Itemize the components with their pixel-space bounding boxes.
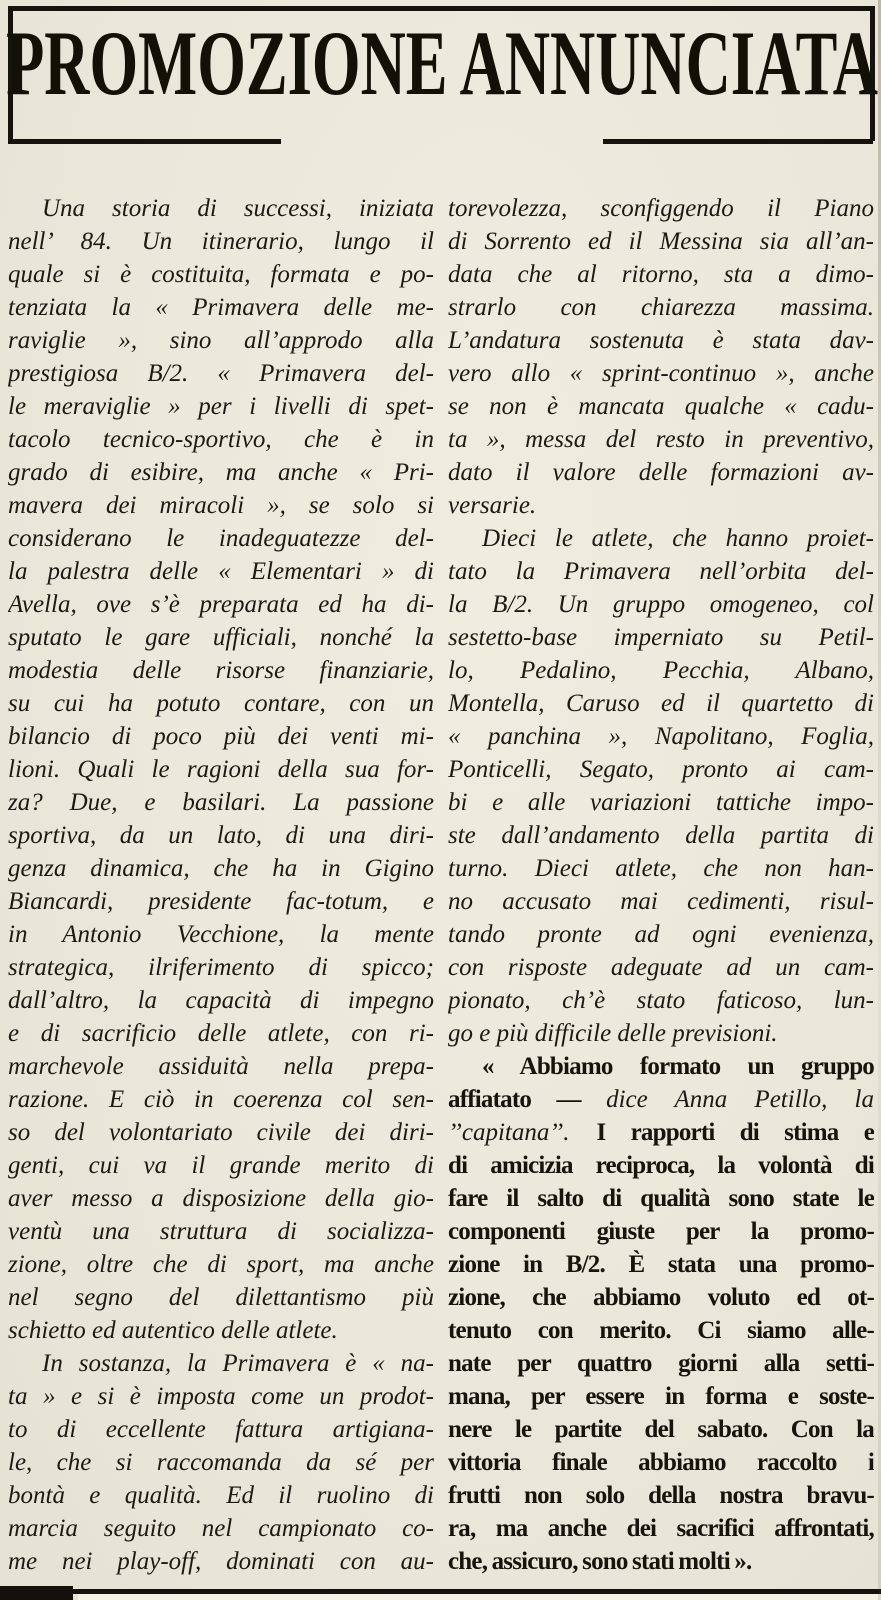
text-line xyxy=(448,1380,874,1413)
italic-text-segment: grado di esibire, ma anche « Pri- xyxy=(8,459,434,486)
text-line xyxy=(8,588,434,621)
text-line xyxy=(8,1017,434,1050)
italic-text-segment: la palestra delle « Elementari » di xyxy=(8,558,434,585)
text-line xyxy=(448,522,874,555)
bold-text-segment: che, assicuro, sono stati molti ». xyxy=(448,1548,752,1575)
text-line xyxy=(448,1446,874,1479)
italic-text-segment: prestigiosa B/2. « Primavera del- xyxy=(8,360,434,387)
text-line xyxy=(448,192,874,225)
text-line xyxy=(448,1479,874,1512)
italic-text-segment: con risposte adeguate ad un cam- xyxy=(448,954,874,981)
italic-text-segment: lo, Pedalino, Pecchia, Albano, xyxy=(448,657,874,684)
text-line xyxy=(448,885,874,918)
text-line xyxy=(448,819,874,852)
italic-text-segment: bi e alle variazioni tattiche impo- xyxy=(448,789,874,816)
italic-text-segment: In sostanza, la Primavera è « na- xyxy=(42,1350,434,1377)
italic-text-segment: pionato, ch’è stato faticoso, lun- xyxy=(448,987,874,1014)
text-line xyxy=(448,357,874,390)
italic-text-segment: sestetto-base imperniato su Petil- xyxy=(448,624,874,651)
bold-text-segment: tenuto con merito. Ci siamo alle- xyxy=(448,1317,874,1344)
italic-text-segment: tacolo tecnico-sportivo, che è in xyxy=(8,426,434,453)
italic-text-segment: Ponticelli, Segato, pronto ai cam- xyxy=(448,756,874,783)
italic-text-segment: tando pronte ad ogni evenienza, xyxy=(448,921,874,948)
text-line xyxy=(448,1215,874,1248)
text-line xyxy=(8,1512,434,1545)
text-line xyxy=(8,489,434,522)
text-line xyxy=(8,522,434,555)
italic-text-segment: aver messo a disposizione della gio- xyxy=(8,1185,434,1212)
text-line xyxy=(8,786,434,819)
text-line xyxy=(448,621,874,654)
text-line xyxy=(8,852,434,885)
text-line xyxy=(448,258,874,291)
bold-text-segment: zione, che abbiamo voluto ed ot- xyxy=(448,1284,874,1311)
headline-box xyxy=(5,6,878,141)
italic-text-segment: L’andatura sostenuta è stata dav- xyxy=(448,327,874,354)
text-line xyxy=(448,324,874,357)
text-line xyxy=(8,1281,434,1314)
bold-text-segment: I rapporti di stima e xyxy=(596,1119,874,1146)
italic-text-segment: modestia delle risorse finanziarie, xyxy=(8,657,434,684)
text-line xyxy=(8,984,434,1017)
article-body xyxy=(8,192,874,1578)
bold-text-segment: zione in B/2. È stata una promo- xyxy=(448,1251,874,1278)
italic-text-segment: considerano le inadeguatezze del- xyxy=(8,525,434,552)
italic-text-segment: marcia seguito nel campionato co- xyxy=(8,1515,434,1542)
text-line xyxy=(8,1446,434,1479)
text-line xyxy=(8,324,434,357)
article-headline: PROMOZIONE ANNUNCIATA xyxy=(5,12,878,114)
text-line xyxy=(448,555,874,588)
text-line xyxy=(8,951,434,984)
italic-text-segment: versarie. xyxy=(448,492,537,519)
bold-text-segment: frutti non solo della nostra bravu- xyxy=(448,1482,874,1509)
text-line xyxy=(448,423,874,456)
italic-text-segment: ste dall’andamento della partita di xyxy=(448,822,874,849)
italic-text-segment: zione, oltre che di sport, ma anche xyxy=(8,1251,434,1278)
text-line xyxy=(448,786,874,819)
italic-text-segment: ta », messa del resto in preventivo, xyxy=(448,426,874,453)
article-column-right xyxy=(448,192,874,1578)
text-line xyxy=(8,1413,434,1446)
italic-text-segment: tenziata la « Primavera delle me- xyxy=(8,294,434,321)
italic-text-segment: me nei play-off, dominati con au- xyxy=(8,1548,434,1575)
italic-text-segment: marchevole assiduità nella prepa- xyxy=(8,1053,434,1080)
italic-text-segment: Una storia di successi, iniziata xyxy=(42,195,434,222)
text-line xyxy=(448,1545,874,1578)
text-line xyxy=(8,357,434,390)
italic-text-segment: raviglie », sino all’approdo alla xyxy=(8,327,434,354)
bold-text-segment: vittoria finale abbiamo raccolto i xyxy=(448,1449,874,1476)
text-line xyxy=(448,225,874,258)
text-line xyxy=(8,1347,434,1380)
italic-text-segment: strarlo con chiarezza massima. xyxy=(448,294,874,321)
text-line xyxy=(448,1413,874,1446)
text-line xyxy=(8,1545,434,1578)
text-line xyxy=(8,1182,434,1215)
italic-text-segment: razione. E ciò in coerenza col sen- xyxy=(8,1086,434,1113)
text-line xyxy=(448,1017,874,1050)
text-line xyxy=(448,489,874,522)
text-line xyxy=(8,456,434,489)
text-line xyxy=(448,1248,874,1281)
italic-text-segment: dall’altro, la capacità di impegno xyxy=(8,987,434,1014)
italic-text-segment: lioni. Quali le ragioni della sua for- xyxy=(8,756,434,783)
text-line xyxy=(8,1050,434,1083)
italic-text-segment: di Sorrento ed il Messina sia all’an- xyxy=(448,228,874,255)
next-article-paper xyxy=(78,1594,881,1600)
headline-box-bottom-rule-right xyxy=(603,139,873,144)
italic-text-segment: ventù una struttura di socializza- xyxy=(8,1218,434,1245)
italic-text-segment: « panchina », Napolitano, Foglia, xyxy=(448,723,874,750)
text-line xyxy=(8,555,434,588)
text-line xyxy=(448,1050,874,1083)
bold-text-segment: componenti giuste per la promo- xyxy=(448,1218,874,1245)
italic-text-segment: so del volontariato civile dei diri- xyxy=(8,1119,434,1146)
italic-text-segment: sportiva, da un lato, di una diri- xyxy=(8,822,434,849)
text-line xyxy=(448,588,874,621)
text-line xyxy=(8,1380,434,1413)
text-line xyxy=(8,291,434,324)
italic-text-segment: strategica, ilriferimento di spicco; xyxy=(8,954,434,981)
text-line xyxy=(448,720,874,753)
italic-text-segment: turno. Dieci atlete, che non han- xyxy=(448,855,874,882)
italic-text-segment: torevolezza, sconfiggendo il Piano xyxy=(448,195,874,222)
italic-text-segment: Montella, Caruso ed il quartetto di xyxy=(448,690,874,717)
text-line xyxy=(8,1116,434,1149)
italic-text-segment: su cui ha potuto contare, con un xyxy=(8,690,434,717)
italic-text-segment: to di eccellente fattura artigiana- xyxy=(8,1416,434,1443)
text-line xyxy=(448,1182,874,1215)
italic-text-segment: le meraviglie » per i livelli di spet- xyxy=(8,393,434,420)
bold-text-segment: affiatato — xyxy=(448,1086,607,1113)
italic-text-segment: quale si è costituita, formata e po- xyxy=(8,261,434,288)
italic-text-segment: Dieci le atlete, che hanno proiet- xyxy=(482,525,874,552)
text-line xyxy=(8,753,434,786)
text-line xyxy=(448,456,874,489)
bold-text-segment: « Abbiamo formato un gruppo xyxy=(482,1053,874,1080)
text-line xyxy=(448,951,874,984)
italic-text-segment: Biancardi, presidente fac-totum, e xyxy=(8,888,434,915)
text-line xyxy=(448,1347,874,1380)
italic-text-segment: no accusato mai cedimenti, risul- xyxy=(448,888,874,915)
text-line xyxy=(448,687,874,720)
headline-box-bottom-rule-left xyxy=(8,139,281,144)
text-line xyxy=(448,984,874,1017)
text-line xyxy=(448,654,874,687)
italic-text-segment: go e più difficile delle previsioni. xyxy=(448,1020,778,1047)
text-line xyxy=(448,1116,874,1149)
text-line xyxy=(8,885,434,918)
bold-text-segment: di amicizia reciproca, la volontà di xyxy=(448,1152,874,1179)
italic-text-segment: ’’capitana’’. xyxy=(448,1119,597,1146)
italic-text-segment: in Antonio Vecchione, la mente xyxy=(8,921,434,948)
text-line xyxy=(448,1512,874,1545)
italic-text-segment: genza dinamica, che ha in Gigino xyxy=(8,855,434,882)
text-line xyxy=(8,1314,434,1347)
text-line xyxy=(448,1281,874,1314)
text-line xyxy=(8,258,434,291)
text-line xyxy=(8,819,434,852)
text-line xyxy=(448,852,874,885)
italic-text-segment: data che al ritorno, sta a dimo- xyxy=(448,261,874,288)
text-line xyxy=(8,1248,434,1281)
text-line xyxy=(8,1083,434,1116)
italic-text-segment: e di sacrificio delle atlete, con ri- xyxy=(8,1020,434,1047)
text-line xyxy=(8,621,434,654)
italic-text-segment: tato la Primavera nell’orbita del- xyxy=(448,558,874,585)
bold-text-segment: nere le partite del sabato. Con la xyxy=(448,1416,874,1443)
text-line xyxy=(8,192,434,225)
italic-text-segment: se non è mancata qualche « cadu- xyxy=(448,393,874,420)
article-column-left xyxy=(8,192,434,1578)
text-line xyxy=(8,687,434,720)
text-line xyxy=(448,291,874,324)
italic-text-segment: Avella, ove s’è preparata ed ha di- xyxy=(8,591,434,618)
italic-text-segment: genti, cui va il grande merito di xyxy=(8,1152,434,1179)
italic-text-segment: vero allo « sprint-continuo », anche xyxy=(448,360,874,387)
italic-text-segment: sputato le gare ufficiali, nonché la xyxy=(8,624,434,651)
text-line xyxy=(448,390,874,423)
text-line xyxy=(8,1149,434,1182)
text-line xyxy=(448,1314,874,1347)
italic-text-segment: nell’ 84. Un itinerario, lungo il xyxy=(8,228,434,255)
bold-text-segment: fare il salto di qualità sono state le xyxy=(448,1185,874,1212)
bold-text-segment: mana, per essere in forma e soste- xyxy=(448,1383,874,1410)
italic-text-segment: mavera dei miracoli », se solo si xyxy=(8,492,434,519)
text-line xyxy=(448,1149,874,1182)
italic-text-segment: dato il valore delle formazioni av- xyxy=(448,459,874,486)
italic-text-segment: ta » e si è imposta come un prodot- xyxy=(8,1383,434,1410)
text-line xyxy=(8,423,434,456)
italic-text-segment: la B/2. Un gruppo omogeneo, col xyxy=(448,591,874,618)
text-line xyxy=(8,1479,434,1512)
text-line xyxy=(448,918,874,951)
text-line xyxy=(448,753,874,786)
italic-text-segment: bontà e qualità. Ed il ruolino di xyxy=(8,1482,434,1509)
italic-text-segment: schietto ed autentico delle atlete. xyxy=(8,1317,338,1344)
text-line xyxy=(8,918,434,951)
text-line xyxy=(8,654,434,687)
text-line xyxy=(448,1083,874,1116)
text-line xyxy=(8,225,434,258)
italic-text-segment: za? Due, e basilari. La passione xyxy=(8,789,434,816)
text-line xyxy=(8,720,434,753)
italic-text-segment: le, che si raccomanda da sé per xyxy=(8,1449,434,1476)
italic-text-segment: dice Anna Petillo, la xyxy=(606,1086,874,1113)
text-line xyxy=(8,390,434,423)
bold-text-segment: ra, ma anche dei sacrifici affrontati, xyxy=(448,1515,874,1542)
bold-text-segment: nate per quattro giorni alla setti- xyxy=(448,1350,874,1377)
text-line xyxy=(8,1215,434,1248)
italic-text-segment: bilancio di poco più dei venti mi- xyxy=(8,723,434,750)
italic-text-segment: nel segno del dilettantismo più xyxy=(8,1284,434,1311)
